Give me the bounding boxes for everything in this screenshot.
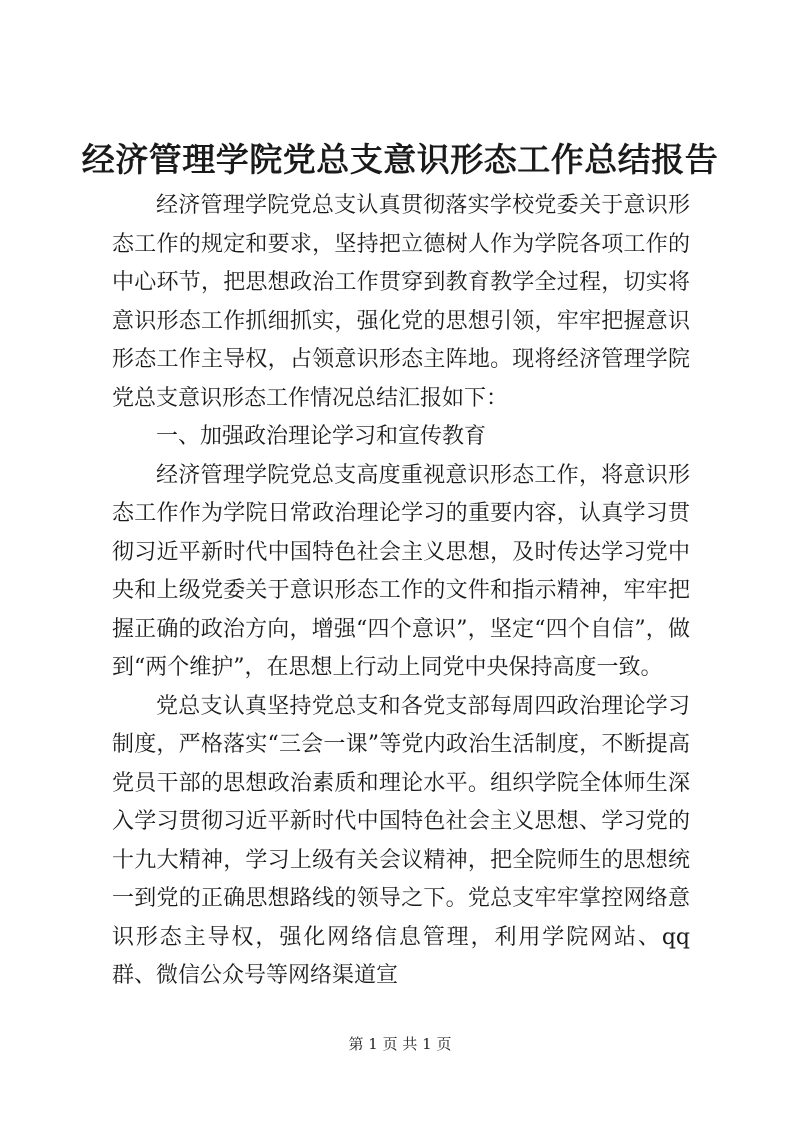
paragraph-section-2: 党总支认真坚持党总支和各党支部每周四政治理论学习制度，严格落实“三会一课”等党内政治生活制度，不断提高党员干部的思想政治素质和理论水平。组织学院全体师生深入学习贯彻习近平新时代中国特色社会主义思想、学习党的十九大精神，学习上级有关会议精神，把全院师生的思想统一到党的正确思想路线的领导之下。党总支牢牢掌控网络意识形态主导权，强化网络信息管理，利用学院网站、qq群、微信公众号等网络渠道宣 — [112, 693, 690, 988]
page-footer: 第 1 页 共 1 页 — [348, 1035, 452, 1053]
document-title: 经济管理学院党总支意识形态工作总结报告 — [81, 140, 719, 179]
paragraph-section-1: 经济管理学院党总支高度重视意识形态工作，将意识形态工作作为学院日常政治理论学习的重要内容，认真学习贯彻习近平新时代中国特色社会主义思想，及时传达学习党中央和上级党委关于意识形态工作的文件和指示精神，牢牢把握正确的政治方向，增强“四个意识”，坚定“四个自信”，做到“两个维护”，在思想上行动上同党中央保持高度一致。 — [112, 462, 690, 680]
section-heading: 一、加强政治理论学习和宣传教育 — [156, 424, 487, 449]
paragraph-intro: 经济管理学院党总支认真贯彻落实学校党委关于意识形态工作的规定和要求，坚持把立德树人作为学院各项工作的中心环节，把思想政治工作贯穿到教育教学全过程，切实将意识形态工作抓细抓实，强化党的思想引领，牢牢把握意识形态工作主导权，占领意识形态主阵地。现将经济管理学院党总支意识形态工作情况总结汇报如下： — [112, 193, 690, 411]
document-body — [112, 187, 690, 996]
